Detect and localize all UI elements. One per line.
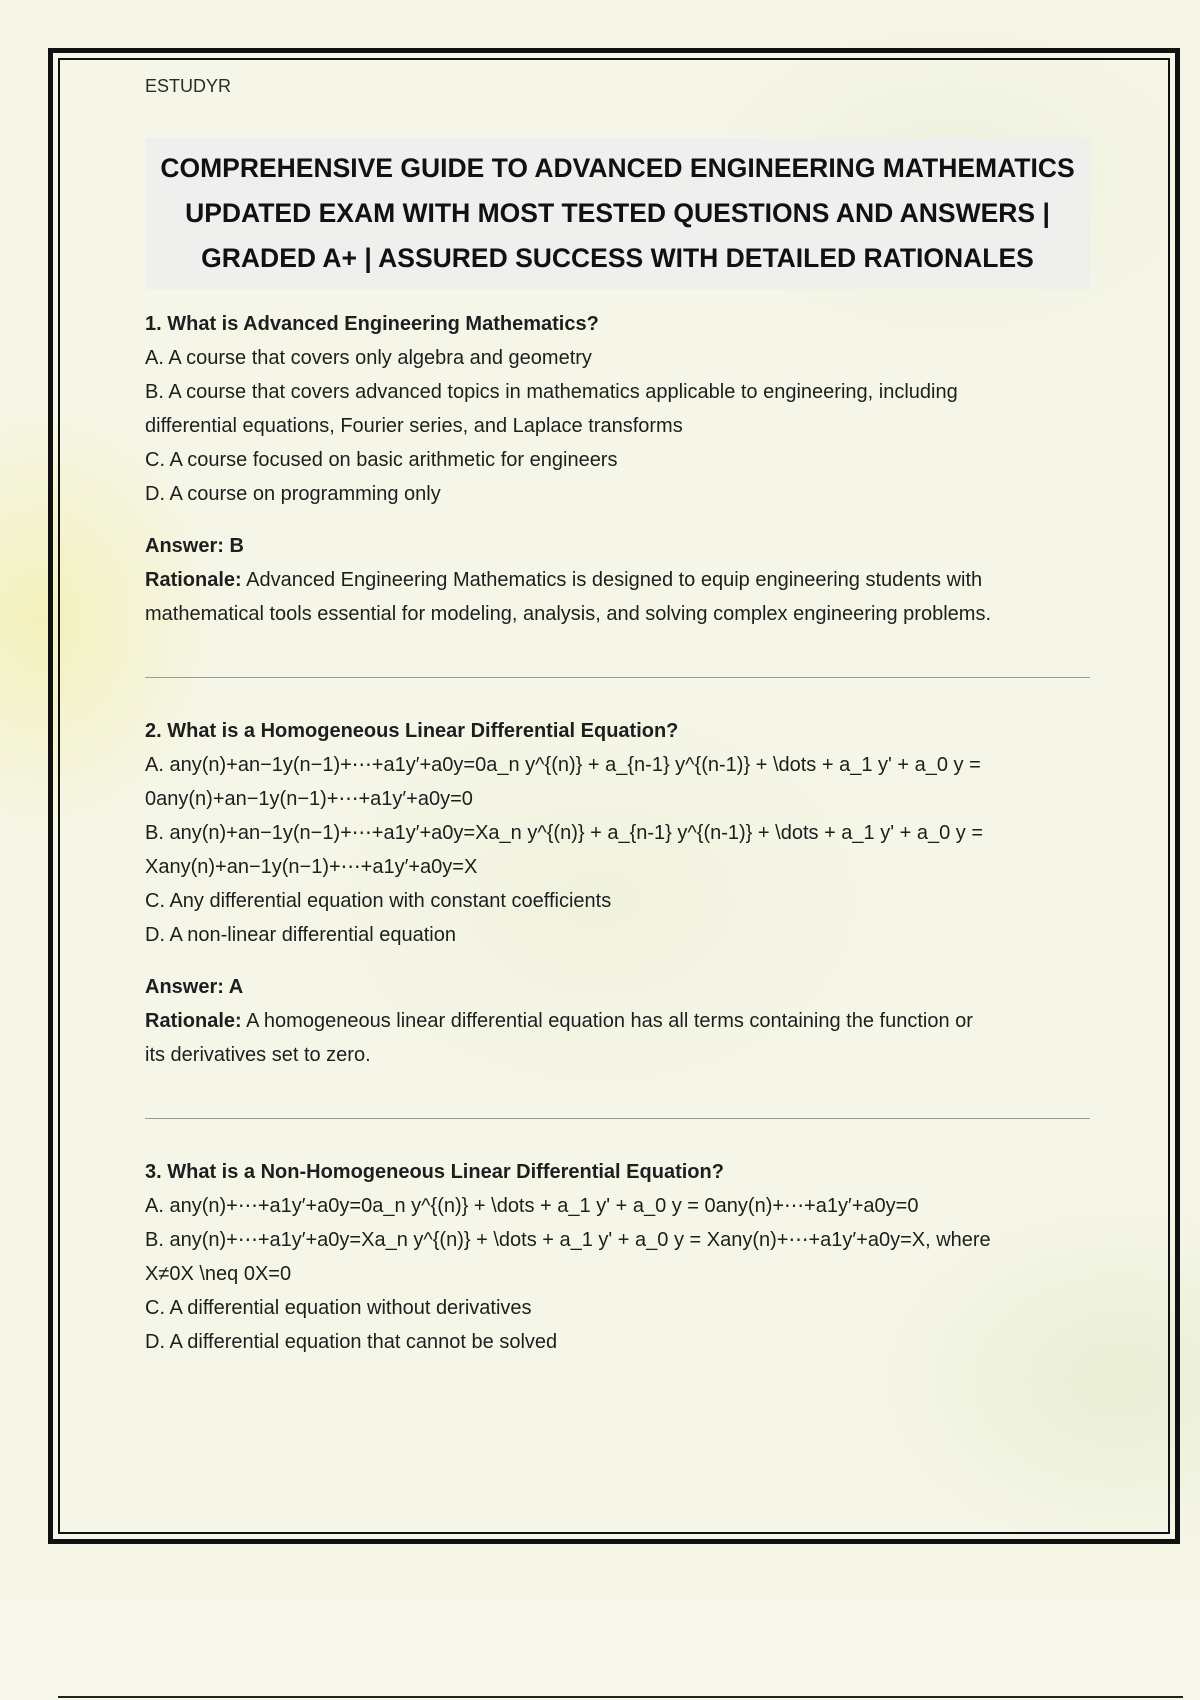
rationale (145, 1004, 1090, 1038)
section-divider (145, 677, 1090, 678)
footer-rule (58, 1696, 1183, 1698)
title-line: COMPREHENSIVE GUIDE TO ADVANCED ENGINEERING MATHEMATICS (160, 153, 1075, 183)
question-block-2 (145, 714, 1090, 1072)
answer-label: Answer: A (145, 976, 244, 998)
option-line: B. any(n)+an−1y(n−1)+⋯+a1y′+a0y=Xa_n y^{(n)} + a_{n-1} y^{(n-1)} + \dots + a_1 y' + a_0 y = (145, 822, 984, 844)
question-block-1 (145, 307, 1090, 631)
rationale-text: Advanced Engineering Mathematics is designed to equip engineering students with (241, 569, 983, 591)
option-line: 0any(n)+an−1y(n−1)+⋯+a1y′+a0y=0 (145, 788, 473, 810)
question-text: 3. What is a Non-Homogeneous Linear Differential Equation? (145, 1161, 724, 1183)
option-line: X≠0X \neq 0X=0 (145, 1263, 292, 1285)
question-block-3 (145, 1155, 1090, 1359)
title-line: UPDATED EXAM WITH MOST TESTED QUESTIONS AND ANSWERS | (185, 198, 1050, 228)
document-content (145, 70, 1090, 1359)
rationale-label: Rationale: (145, 569, 242, 591)
document-title (145, 138, 1090, 289)
option-line: differential equations, Fourier series, and Laplace transforms (145, 415, 683, 437)
option-line: A. any(n)+an−1y(n−1)+⋯+a1y′+a0y=0a_n y^{(n)} + a_{n-1} y^{(n-1)} + \dots + a_1 y' + a_0 y = (145, 754, 981, 776)
rationale-text: its derivatives set to zero. (145, 1044, 371, 1066)
option-line: D. A non-linear differential equation (145, 924, 456, 946)
option-line: A. A course that covers only algebra and geometry (145, 347, 592, 369)
question-text: 1. What is Advanced Engineering Mathematics? (145, 313, 599, 335)
option-line: C. A differential equation without derivatives (145, 1297, 532, 1319)
option-line: Xany(n)+an−1y(n−1)+⋯+a1y′+a0y=X (145, 856, 478, 878)
answer-label: Answer: B (145, 535, 244, 557)
option-line: C. A course focused on basic arithmetic for engineers (145, 449, 618, 471)
option-line: C. Any differential equation with constant coefficients (145, 890, 612, 912)
brand-header: ESTUDYR (145, 76, 232, 96)
section-divider (145, 1118, 1090, 1119)
option-line: A. any(n)+⋯+a1y′+a0y=0a_n y^{(n)} + \dots + a_1 y' + a_0 y = 0any(n)+⋯+a1y′+a0y=0 (145, 1195, 919, 1217)
rationale-label: Rationale: (145, 1010, 242, 1032)
option-line: B. A course that covers advanced topics in mathematics applicable to engineering, including (145, 381, 958, 403)
question-text: 2. What is a Homogeneous Linear Differential Equation? (145, 720, 679, 742)
option-line: D. A differential equation that cannot be solved (145, 1331, 558, 1353)
rationale (145, 563, 1090, 597)
option-line: D. A course on programming only (145, 483, 441, 505)
rationale-text: mathematical tools essential for modeling, analysis, and solving complex engineering problems. (145, 603, 991, 625)
title-line: GRADED A+ | ASSURED SUCCESS WITH DETAILED RATIONALES (201, 243, 1034, 273)
rationale-text: A homogeneous linear differential equation has all terms containing the function or (241, 1010, 973, 1032)
option-line: B. any(n)+⋯+a1y′+a0y=Xa_n y^{(n)} + \dots + a_1 y' + a_0 y = Xany(n)+⋯+a1y′+a0y=X, where (145, 1229, 991, 1251)
